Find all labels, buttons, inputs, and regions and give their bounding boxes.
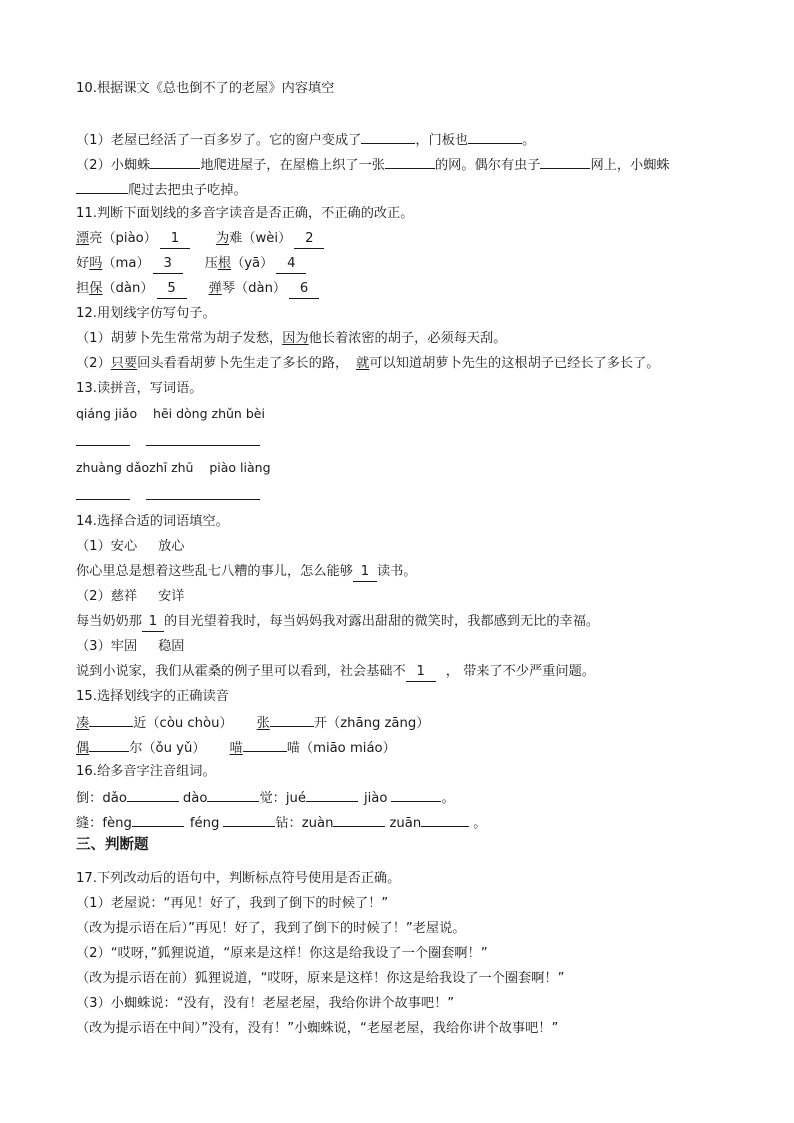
q11-pinyin: 难（wèi） [229,231,292,246]
q11-text: 担 [76,281,90,296]
answer-blank[interactable] [391,788,441,802]
q11-answer[interactable]: 1 [160,230,190,249]
q15-text: 近（còu chòu） [133,716,233,731]
q11-answer[interactable]: 3 [153,255,183,274]
answer-blank[interactable] [385,155,435,169]
q16-char: 觉： [259,791,286,806]
q11-answer[interactable]: 4 [276,255,306,274]
q15-underlined-char: 偶 [76,741,90,756]
q10-title: 10.根据课文《总也倒不了的老屋》内容填空 [76,81,335,96]
q14-text: ， 带来了不少严重问题。 [445,664,595,679]
q11-pinyin: 亮（piào） [89,231,157,246]
answer-blank[interactable] [207,788,259,802]
q12-text: 可以知道胡萝卜先生的这根胡子已经长了多长了。 [369,356,660,371]
q10-line-3 [76,180,247,200]
q13-pinyin-row-1: qiáng jiǎo hēi dòng zhǔn bèi [76,406,265,421]
q13-pinyin-row-2: zhuàng dǎozhī zhū piào liàng [76,460,271,475]
q14-options-2: （2）慈祥 安详 [76,589,185,604]
q10-text: （2）小蜘蛛 [76,158,151,173]
q12-underlined-word: 只要 [110,356,138,371]
q14-answer[interactable]: 1 [142,613,164,632]
answer-blank[interactable] [540,155,590,169]
q11-answer[interactable]: 2 [294,230,324,249]
q16-row-2 [76,813,486,833]
q12-title: 12.用划线字仿写句子。 [76,306,216,321]
q15-text: 尔（ǒu yǔ） [129,741,206,756]
q11-underlined-char: 吗 [89,256,103,271]
answer-blank[interactable] [89,713,133,727]
q11-title: 11.判断下面划线的多音字读音是否正确，不正确的改正。 [76,206,414,221]
q10-line-1 [76,130,535,150]
q15-text: 开（zhāng zāng） [313,716,430,731]
q13-blanks-row-1 [76,432,260,452]
q11-pinyin: 琴（dàn） [221,281,287,296]
answer-blank[interactable] [223,813,275,827]
q11-underlined-char: 为 [215,231,230,246]
q16-row-1 [76,788,455,808]
q17-line: （3）小蜘蛛说：“没有，没有！老屋老屋，我给你讲个故事吧！” [76,996,455,1011]
section-heading: 三、判断题 [76,837,149,853]
q11-row-1 [76,230,324,249]
answer-blank[interactable] [468,130,522,144]
q10-line-2 [76,155,670,175]
answer-blank[interactable] [89,738,129,752]
q10-text: 爬过去把虫子吃掉。 [128,183,247,198]
q15-row-2 [76,738,396,758]
q16-text: 。 [473,816,487,831]
q11-underlined-char: 保 [89,281,103,296]
q15-text: 喵（miāo miáo） [286,741,396,756]
q17-line: （改为提示语在后）”再见！好了，我到了倒下的时候了！”老屋说。 [76,921,466,936]
q16-pinyin: jiào [363,791,388,806]
answer-blank[interactable] [150,155,200,169]
q12-line-1 [76,330,506,348]
q16-char: 倒： [76,791,103,806]
q12-text: （2） [76,356,111,371]
answer-blank[interactable] [76,180,128,194]
answer-blank[interactable] [127,788,179,802]
q12-underlined-word: 因为 [282,331,309,346]
q11-answer[interactable]: 6 [289,280,319,299]
q13-title: 13.读拼音，写词语。 [76,381,203,396]
q14-options-3: （3）牢固 稳固 [76,639,185,654]
q11-row-3 [76,280,319,299]
q14-text: 读书。 [376,564,417,579]
answer-blank[interactable] [333,813,385,827]
answer-blank[interactable] [146,432,203,446]
q14-text: 每当奶奶那 [76,614,142,629]
q16-pinyin: jué [285,791,306,806]
q11-row-2 [76,255,306,274]
answer-blank[interactable] [76,486,130,500]
q11-underlined-char: 根 [217,256,232,271]
q16-pinyin: féng [189,816,220,831]
q11-pinyin: （ma） [102,256,150,271]
q16-text: 。 [441,791,455,806]
q17-line: （改为提示语在中间）”没有，没有！”小蜘蛛说，“老屋老屋，我给你讲个故事吧！” [76,1021,559,1036]
q17-line: （2）“哎呀，”狐狸说道，“原来是这样！你这是给我设了一个圈套啊！” [76,946,488,961]
q12-underlined-word: 就 [356,356,370,371]
q14-sentence-2 [76,613,599,632]
answer-blank[interactable] [421,813,469,827]
q14-text: 你心里总是想着这些乱七八糟的事儿，怎么能够 [76,564,353,579]
q10-text: （1）老屋已经活了一百多岁了。它的窗户变成了 [76,133,362,148]
q15-underlined-char: 喵 [229,741,243,756]
q12-text: 回头看看胡萝卜先生走了多长的路， [137,356,349,371]
q16-pinyin: dǎo [102,791,127,806]
q15-underlined-char: 凑 [76,716,90,731]
q15-title: 15.选择划线字的正确读音 [76,689,229,704]
q14-title: 14.选择合适的词语填空。 [76,514,229,529]
answer-blank[interactable] [270,713,314,727]
q14-sentence-3 [76,663,595,682]
q17-line: （1）老屋说：“再见！好了，我到了倒下的时候了！” [76,896,389,911]
answer-blank[interactable] [132,813,184,827]
q15-row-1 [76,713,429,733]
q10-text: ，门板也 [415,133,469,148]
q16-pinyin: fèng [102,816,132,831]
q11-text: 好 [76,256,90,271]
answer-blank[interactable] [243,738,287,752]
q11-underlined-char: 漂 [76,231,90,246]
q16-char: 缝： [76,816,103,831]
q17-title: 17.下列改动后的语句中，判断标点符号使用是否正确。 [76,871,401,886]
q14-text: 的目光望着我时，每当妈妈我对露出甜甜的微笑时，我都感到无比的幸福。 [163,614,600,629]
q16-pinyin: zuān [389,816,422,831]
q11-pinyin: （yā） [231,256,274,271]
answer-blank[interactable] [361,130,415,144]
q10-text: 。 [522,133,536,148]
q14-options-1: （1）安心 放心 [76,539,185,554]
q14-sentence-1 [76,563,417,582]
q13-blanks-row-2 [76,486,260,506]
q12-text: （1）胡萝卜先生常常为胡子发愁， [76,331,283,346]
q15-underlined-char: 张 [256,716,270,731]
q12-line-2 [76,355,659,373]
answer-blank[interactable] [203,432,260,446]
q16-title: 16.给多音字注音组词。 [76,764,216,779]
q17-line: （改为提示语在前）狐狸说道，“哎呀，原来是这样！你这是给我设了一个圈套啊！” [76,971,565,986]
q10-text: 的网。偶尔有虫子 [434,158,541,173]
q10-text: 网上，小蜘蛛 [590,158,670,173]
answer-blank[interactable] [306,788,358,802]
q10-text: 地爬进屋子，在屋檐上织了一张 [200,158,385,173]
q11-answer[interactable]: 5 [157,280,187,299]
q11-pinyin: （dàn） [102,281,154,296]
answer-blank[interactable] [146,486,203,500]
q14-answer[interactable]: 1 [353,563,377,582]
q11-underlined-char: 弹 [208,281,222,296]
q14-answer[interactable]: 1 [406,663,436,682]
q14-text: 说到小说家，我们从霍桑的例子里可以看到，社会基础不 [76,664,406,679]
q16-pinyin: dào [182,791,208,806]
answer-blank[interactable] [203,486,260,500]
q16-char: 钻： [275,816,302,831]
q11-text: 压 [204,256,218,271]
q12-text: 他长着浓密的胡子，必须每天刮。 [308,331,507,346]
answer-blank[interactable] [76,432,130,446]
q16-pinyin: zuàn [301,816,334,831]
